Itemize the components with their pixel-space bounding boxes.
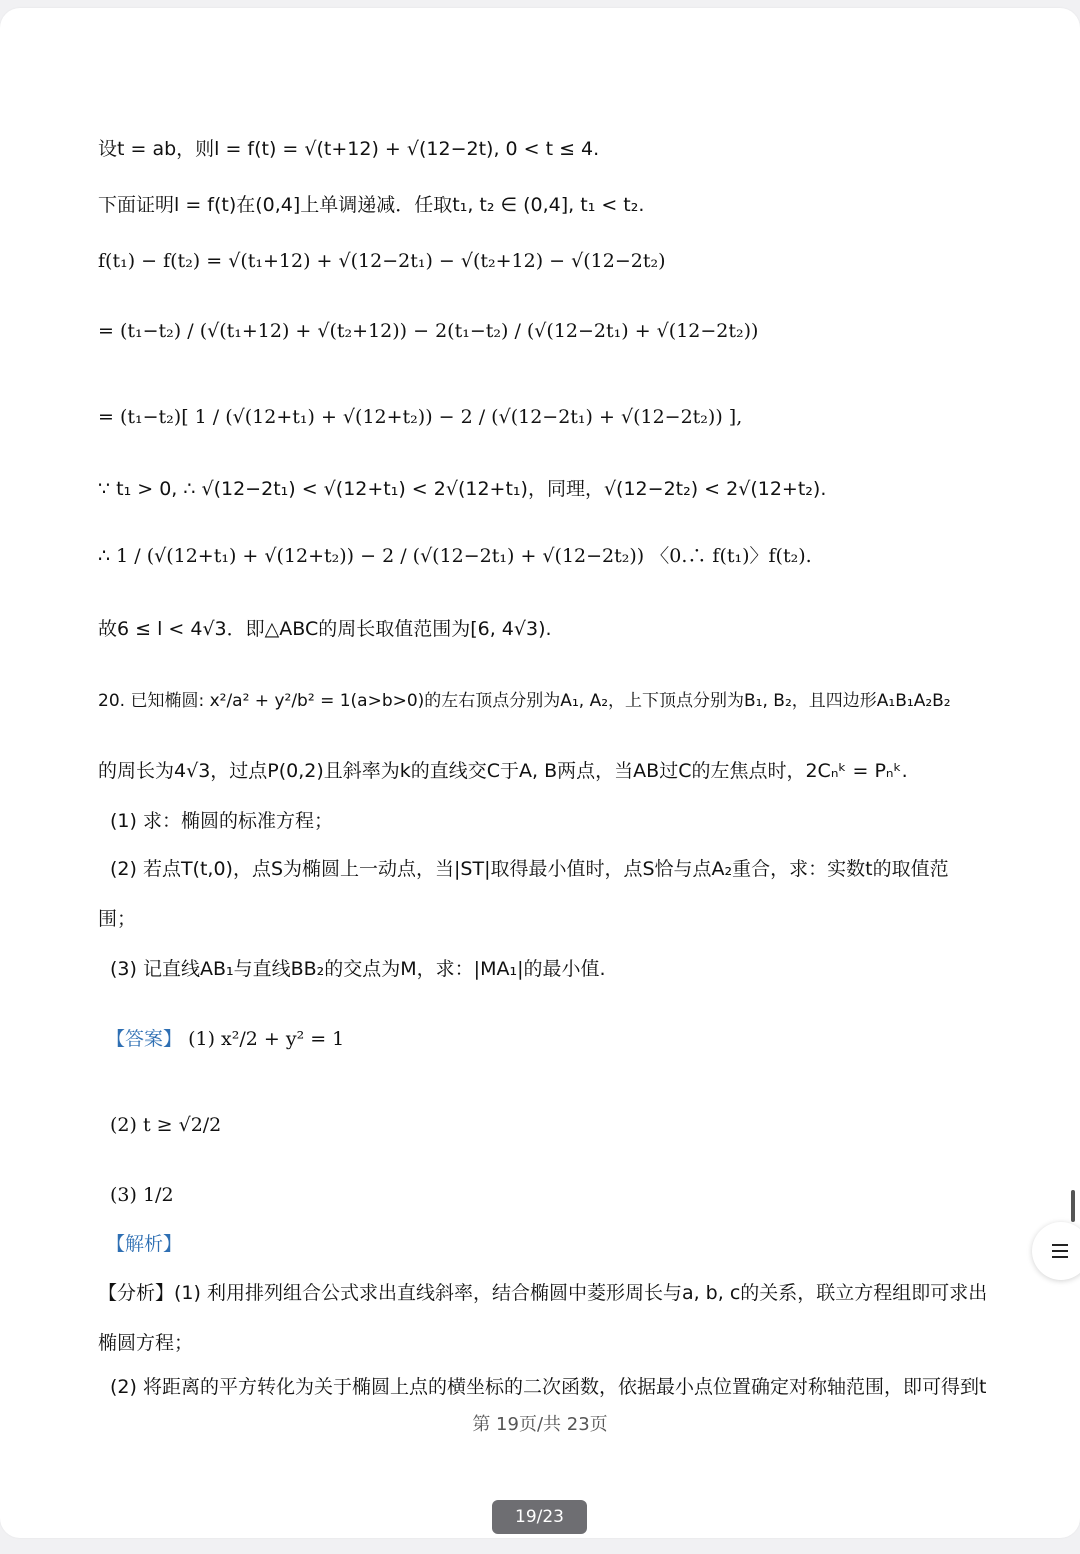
answer-row-1 <box>106 1026 984 1052</box>
answer-3: (3) 1/2 <box>110 1184 174 1206</box>
formula-line-1: f(t₁) − f(t₂) = √(t₁+12) + √(12−2t₁) − √(t₂+12) − √(12−2t₂) <box>98 250 666 272</box>
sub-question-3: (3) 记直线AB₁与直线BB₂的交点为M，求：|MA₁|的最小值. <box>110 958 606 980</box>
answer-2: (2) t ≥ √2/2 <box>110 1114 222 1136</box>
formula-line-3: = (t₁−t₂)[ 1 / (√(12+t₁) + √(12+t₂)) − 2 / (√(12−2t₁) + √(12−2t₂)) ], <box>98 406 743 428</box>
text-line-1: 设t = ab，则l = f(t) = √(t+12) + √(12−2t), 0 < t ≤ 4. <box>98 138 600 160</box>
question-20-line-1: 20. 已知椭圆: x²/a² + y²/b² = 1(a>b>0)的左右顶点分别为A₁, A₂，上下顶点分别为B₁, B₂，且四边形A₁B₁A₂B₂ <box>98 691 951 711</box>
analysis-line-2: 椭圆方程； <box>98 1332 194 1354</box>
analysis-line-3: (2) 将距离的平方转化为关于椭圆上点的横坐标的二次函数，依据最小点位置确定对称轴范围，即可得到t <box>110 1376 987 1398</box>
sub-question-2: (2) 若点T(t,0)，点S为椭圆上一动点，当|ST|取得最小值时，点S恰与点A₂重合，求：实数t的取值范 <box>110 858 949 880</box>
text-line-4: 故6 ≤ l < 4√3．即△ABC的周长取值范围为[6, 4√3). <box>98 618 552 640</box>
scrollbar-thumb[interactable] <box>1071 1190 1075 1222</box>
sub-question-2-cont: 围； <box>98 908 137 930</box>
analysis-line-1: 【分析】(1) 利用排列组合公式求出直线斜率，结合椭圆中菱形周长与a, b, c的关系，联立方程组即可求出 <box>98 1282 988 1304</box>
menu-icon <box>1052 1244 1068 1258</box>
question-20-line-2: 的周长为4√3，过点P(0,2)且斜率为k的直线交C于A, B两点，当AB过C的左焦点时，2Cₙᵏ = Pₙᵏ. <box>98 760 908 782</box>
answer-1: (1) x²/2 + y² = 1 <box>188 1028 345 1050</box>
formula-line-2: = (t₁−t₂) / (√(t₁+12) + √(t₂+12)) − 2(t₁−t₂) / (√(12−2t₁) + √(12−2t₂)) <box>98 320 759 342</box>
sub-question-1: (1) 求：椭圆的标准方程； <box>110 810 333 832</box>
formula-line-4: ∴ 1 / (√(12+t₁) + √(12+t₂)) − 2 / (√(12−2t₁) + √(12−2t₂)) 〈0.∴ f(t₁)〉f(t₂). <box>98 545 812 567</box>
page-indicator: 19/23 <box>492 1500 587 1534</box>
document-page <box>0 8 1080 1538</box>
text-line-3: ∵ t₁ > 0, ∴ √(12−2t₁) < √(12+t₁) < 2√(12+t₁)，同理，√(12−2t₂) < 2√(12+t₂). <box>98 478 827 500</box>
analysis-label: 【解析】 <box>106 1233 183 1255</box>
page-footer: 第 19页/共 23页 <box>472 1414 608 1435</box>
answer-label: 【答案】 <box>106 1028 183 1050</box>
text-line-2: 下面证明l = f(t)在(0,4]上单调递减．任取t₁, t₂ ∈ (0,4], t₁ < t₂. <box>98 194 645 216</box>
